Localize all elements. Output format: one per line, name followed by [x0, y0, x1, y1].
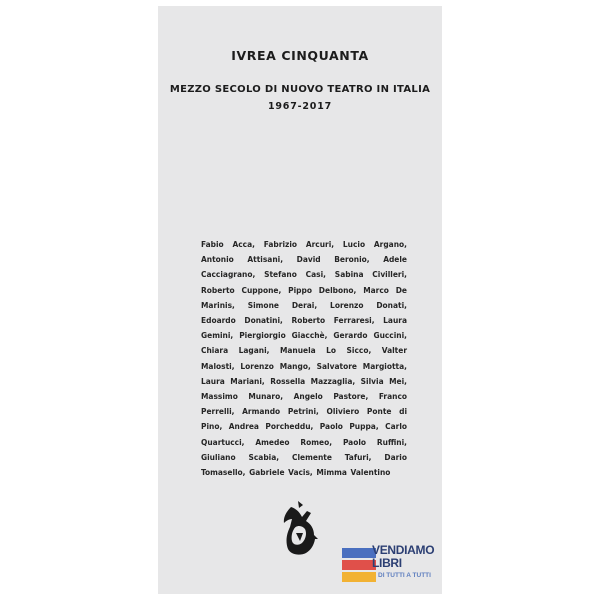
badge-stripe-yellow: [342, 572, 376, 582]
badge-tagline: DI TUTTI A TUTTI: [378, 572, 431, 579]
book-years: 1967-2017: [267, 101, 333, 112]
badge-name-line2: LIBRI: [372, 556, 402, 570]
author-list: Fabio Acca, Fabrizio Arcuri, Lucio Argano, Antonio Attisani, David Beronio, Adele Cacciagrano, Stefano Casi, Sabina Civilleri, Roberto Cuppone, Pippo Delbono, Marco De Marinis, Simone Derai, Lorenzo Donati, Edoardo Donatini, Roberto Ferraresi, Laura Gemini, Piergiorgio Giacchè, Gerardo Guccini, Chiara Lagani, Manuela Lo Sicco, Valter Malosti, Lorenzo Mango, Salvatore Margiotta, Laura Mariani, Rossella Mazzaglia, Silvia Mei, Massimo Munaro, Angelo Pastore, Franco Perrelli, Armando Petrini, Oliviero Ponte di Pino, Andrea Porcheddu, Paolo Puppa, Carlo Quartucci, Amedeo Romeo, Paolo Ruffini, Giuliano Scabia, Clemente Tafuri, Dario Tomasello, Gabriele Vacis, Mimma Valentino: [201, 239, 407, 478]
publisher-bird-icon: [278, 499, 320, 557]
book-cover: [158, 6, 442, 594]
badge-name: [372, 543, 435, 570]
book-subtitle: MEZZO SECOLO DI NUOVO TEATRO IN ITALIA: [169, 84, 431, 95]
book-title: IVREA CINQUANTA: [231, 48, 369, 63]
badge-name-line1: VENDIAMO: [372, 543, 435, 557]
badge-stripes: [342, 540, 376, 584]
badge-stripe-red: [342, 560, 376, 570]
badge-stripe-blue: [342, 548, 376, 558]
vendiamo-libri-badge: [342, 540, 435, 586]
